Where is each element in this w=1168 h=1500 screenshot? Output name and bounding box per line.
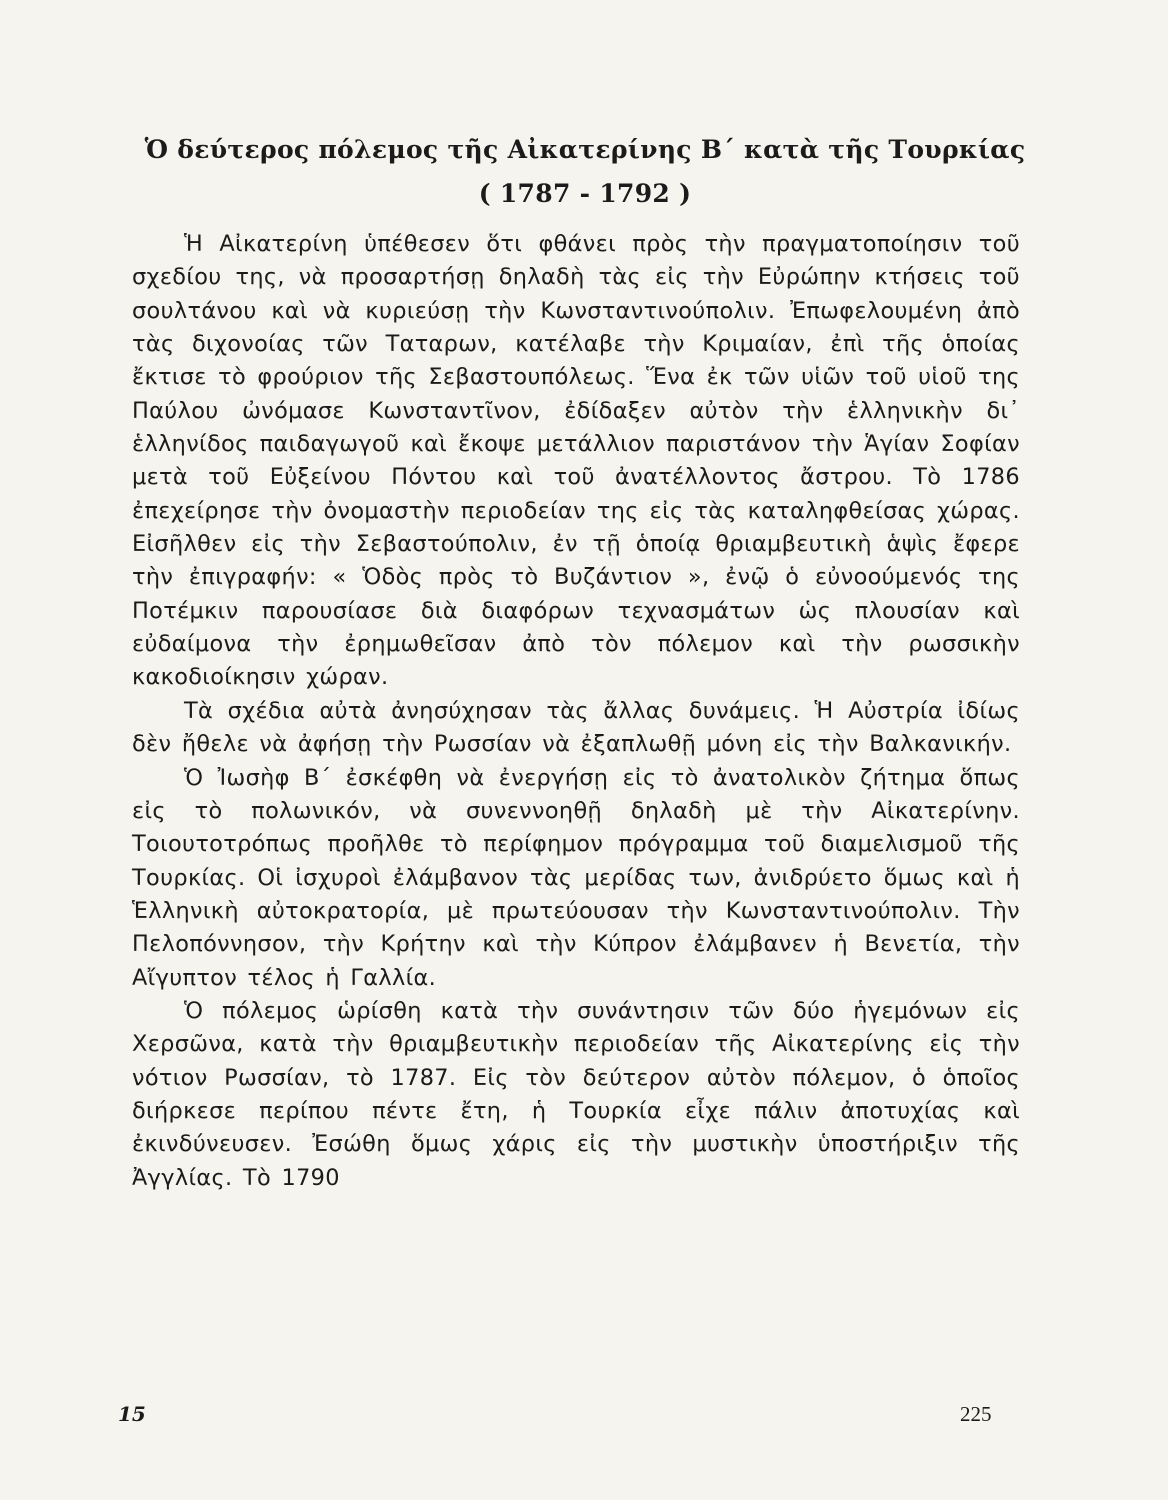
body-text [132,228,1020,1195]
paragraph-1: Ἡ Αἰκατερίνη ὑπέθεσεν ὅτι φθάνει πρὸς τὴν πραγματοποίησιν τοῦ σχεδίου της, νὰ προσαρτήσῃ δηλαδὴ τὰς εἰς τὴν Εὐρώπην κτήσεις τοῦ σουλτάνου καὶ νὰ κυριεύσῃ τὴν Κωνσταντινούπολιν. Ἐπωφελουμένη ἀπὸ τὰς διχονοίας τῶν Ταταρων, κατέλαβε τὴν Κριμαίαν, ἐπὶ τῆς ὁποίας ἔκτισε τὸ φρούριον τῆς Σεβαστουπόλεως. Ἕνα ἐκ τῶν υἱῶν τοῦ υἱοῦ της Παύλου ὠνόμασε Κωνσταντῖνον, ἐδίδαξεν αὐτὸν τὴν ἑλληνικὴν δι᾽ ἑλληνίδος παιδαγωγοῦ καὶ ἔκοψε μετάλλιον παριστάνον τὴν Ἁγίαν Σοφίαν μετὰ τοῦ Εὐξείνου Πόντου καὶ τοῦ ἀνατέλλοντος ἄστρου. Τὸ 1786 ἐπεχείρησε τὴν ὀνομαστὴν περιοδείαν της εἰς τὰς καταληφθείσας χώρας. Εἰσῆλθεν εἰς τὴν Σεβαστούπολιν, ἐν τῇ ὁποίᾳ θριαμβευτικὴ ἁψὶς ἔφερε τὴν ἐπιγραφήν: « Ὁδὸς πρὸς τὸ Βυζάντιον », ἐνῷ ὁ εὐνοούμενός της Ποτέμκιν παρουσίασε διὰ διαφόρων τεχνασμάτων ὡς πλουσίαν καὶ εὐδαίμονα τὴν ἐρημωθεῖσαν ἀπὸ τὸν πόλεμον καὶ τὴν ρωσσικὴν κακοδιοίκησιν χώραν. [132,231,1020,691]
page-number: 225 [960,1402,992,1426]
chapter-title-years: ( 1787 - 1792 ) [478,179,692,208]
chapter-title [140,128,1030,216]
paragraph-2: Τὰ σχέδια αὐτὰ ἀνησύχησαν τὰς ἄλλας δυνάμεις. Ἡ Αὐστρία ἰδίως δὲν ἤθελε νὰ ἀφήσῃ τὴν Ρωσσίαν νὰ ἐξαπλωθῇ μόνη εἰς τὴν Βαλκανικήν. [132,697,1020,758]
paragraph-4: Ὁ πόλεμος ὡρίσθη κατὰ τὴν συνάντησιν τῶν δύο ἡγεμόνων εἰς Χερσῶνα, κατὰ τὴν θριαμβευτικὴν περιοδείαν τῆς Αἰκατερίνης εἰς τὴν νότιον Ρωσσίαν, τὸ 1787. Εἰς τὸν δεύτερον αὐτὸν πόλεμον, ὁ ὁποῖος διήρκεσε περίπου πέντε ἔτη, ἡ Τουρκία εἶχε πάλιν ἀποτυχίας καὶ ἐκινδύνευσεν. Ἐσώθη ὅμως χάρις εἰς τὴν μυστικὴν ὑποστήριξιν τῆς Ἀγγλίας. Τὸ 1790 [132,997,1020,1191]
chapter-title-line-1: Ὁ δεύτερος πόλεμος τῆς Αἰκατερίνης Β΄ κατὰ τῆς Τουρκίας [144,135,1026,164]
signature-mark: 15 [118,1402,146,1426]
paragraph-3: Ὁ Ἰωσὴφ Β΄ ἐσκέφθη νὰ ἐνεργήσῃ εἰς τὸ ἀνατολικὸν ζήτημα ὅπως εἰς τὸ πολωνικόν, νὰ συνεννοηθῇ δηλαδὴ μὲ τὴν Αἰκατερίνην. Τοιουτοτρόπως προῆλθε τὸ περίφημον πρόγραμμα τοῦ διαμελισμοῦ τῆς Τουρκίας. Οἱ ἰσχυροὶ ἐλάμβανον τὰς μερίδας των, ἀνιδρύετο ὅμως καὶ ἡ Ἑλληνικὴ αὐτοκρατορία, μὲ πρωτεύουσαν τὴν Κωνσταντινούπολιν. Τὴν Πελοπόννησον, τὴν Κρήτην καὶ τὴν Κύπρον ἐλάμβανεν ἡ Βενετία, τὴν Αἴγυπτον τέλος ἡ Γαλλία. [132,764,1020,991]
